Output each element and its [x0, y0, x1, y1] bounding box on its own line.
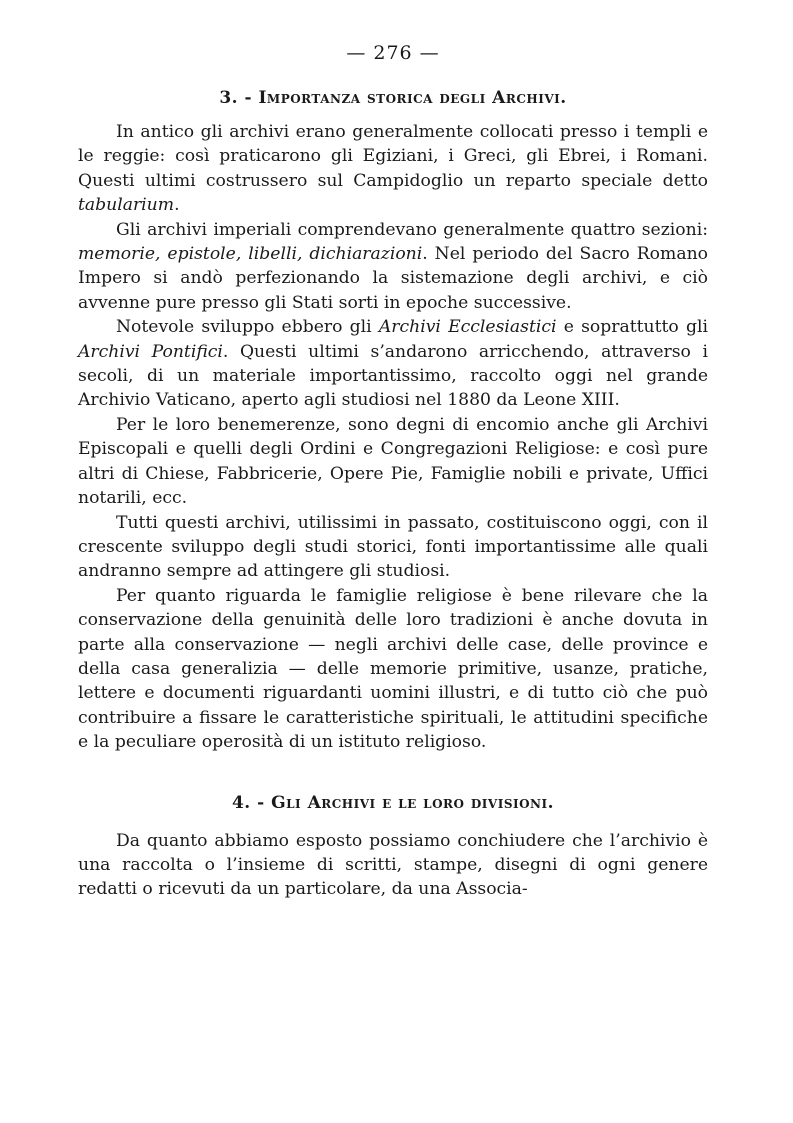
paragraph	[78, 413, 708, 511]
text-run: In antico gli archivi erano generalmente collocati presso i templi e le reggie: così praticarono gli Egiziani, i Greci, gli Ebrei, i Romani. Questi ultimi costrussero sul Campidoglio un reparto speciale detto	[78, 122, 708, 191]
section-heading-4: 4. - Gli Archivi e le loro divisioni.	[231, 792, 555, 813]
paragraph	[78, 315, 708, 413]
italic-text: Archivi Pontifici	[78, 341, 223, 362]
italic-text: memorie, epistole, libelli, dichiarazioni	[78, 244, 423, 265]
text-run: Per le loro benemerenze, sono degni di encomio anche gli Archivi Episcopali e quelli degli Ordini e Congregazioni Religiose: e così pure altri di Chiese, Fabbricerie, Opere Pie, Famiglie nobili e private, Uffici notarili, ecc.	[78, 414, 708, 509]
section-3-body	[78, 120, 708, 755]
text-run: .	[174, 195, 180, 216]
paragraph	[78, 584, 708, 755]
paragraph	[78, 218, 708, 316]
italic-text: Archivi Ecclesiastici	[378, 317, 557, 338]
paragraph	[78, 511, 708, 584]
text-run: Tutti questi archivi, utilissimi in passato, costituiscono oggi, con il crescente sviluppo degli studi storici, fonti importantissime alle quali andranno sempre ad attingere gli studiosi.	[78, 512, 708, 582]
book-page	[78, 40, 708, 902]
text-run: Da quanto abbiamo esposto possiamo conchiudere che l’archivio è una raccolta o l’insieme di scritti, stampe, disegni di ogni genere redatti o ricevuti da un particolare, da una Associa-	[78, 830, 708, 900]
text-run: . Questi ultimi s’andarono arricchendo, attraverso i secoli, di un materiale importantissimo, raccolto oggi nel grande Archivio Vaticano, aperto agli studiosi nel 1880 da Leone XIII.	[78, 341, 708, 411]
text-run: Notevole sviluppo ebbero gli	[116, 317, 379, 338]
page-number: — 276 —	[346, 42, 440, 64]
text-run: Gli archivi imperiali comprendevano generalmente quattro sezioni:	[116, 219, 708, 240]
section-4-body	[78, 829, 708, 902]
text-run: e soprattutto gli	[556, 317, 708, 338]
italic-text: tabularium	[78, 195, 175, 216]
section-heading-3: 3. - Importanza storica degli Archivi.	[219, 88, 567, 108]
paragraph	[78, 829, 708, 902]
text-run: . Nel periodo del Sacro Romano Impero si andò perfezionando la sistemazione degli archivi, e ciò avvenne pure presso gli Stati sorti in epoche successive.	[78, 244, 708, 313]
paragraph	[78, 120, 708, 218]
text-run: Per quanto riguarda le famiglie religiose è bene rilevare che la conservazione della genuinità delle loro tradizioni è anche dovuta in parte alla conservazione — negli archivi delle case, delle province e della casa generalizia — delle memorie primitive, usanze, pratiche, lettere e documenti riguardanti uomini illustri, e di tutto ciò che può contribuire a fissare le caratteristiche spirituali, le attitudini specifiche e la peculiare operosità di un istituto religioso.	[78, 585, 708, 753]
